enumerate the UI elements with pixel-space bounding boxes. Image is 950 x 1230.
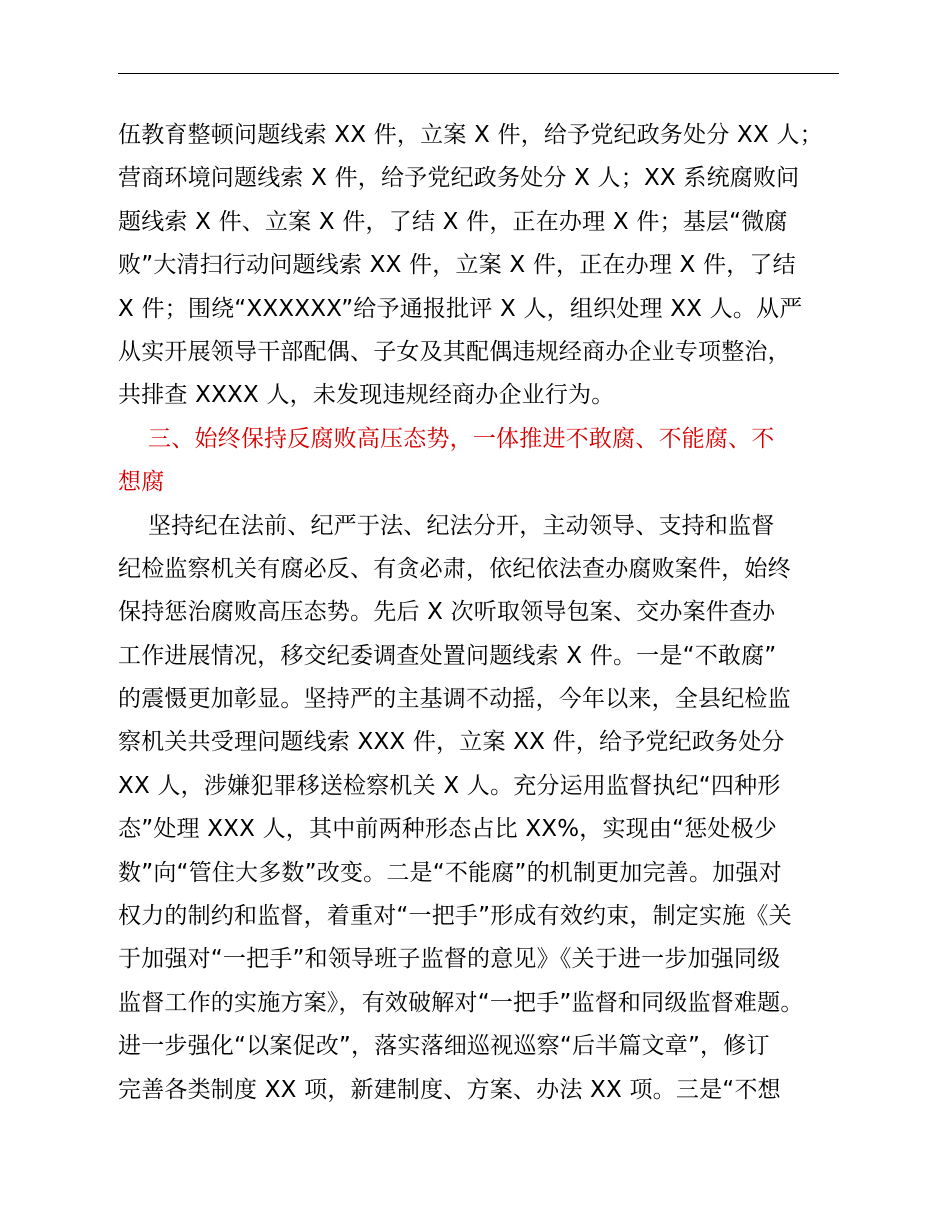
paragraph-line: 完善各类制度 XX 项，新建制度、方案、办法 XX 项。三是“不想 xyxy=(118,1076,781,1103)
paragraph-line: 题线索 X 件、立案 X 件，了结 X 件，正在办理 X 件；基层“微腐 xyxy=(118,208,788,235)
paragraph-line: 坚持纪在法前、纪严于法、纪法分开，主动领导、支持和监督 xyxy=(118,512,775,539)
paragraph-line: 监督工作的实施方案》，有效破解对“一把手”监督和同级监督难题。 xyxy=(118,989,804,1016)
paragraph-line: 营商环境问题线索 X 件，给予党纪政务处分 X 人；XX 系统腐败问 xyxy=(118,165,800,192)
paragraph-line: X 件；围绕“XXXXXX”给予通报批评 X 人，组织处理 XX 人。从严 xyxy=(118,295,803,322)
paragraph-line: 进一步强化“以案促改”，落实落细巡视巡察“后半篇文章”，修订 xyxy=(118,1033,770,1060)
section-heading-line: 三、始终保持反腐败高压态势，一体推进不敢腐、不能腐、不 xyxy=(118,425,775,452)
paragraph-line: 于加强对“一把手”和领导班子监督的意见》《关于进一步加强同级 xyxy=(118,946,781,973)
paragraph-line: 保持惩治腐败高压态势。先后 X 次听取领导包案、交办案件查办 xyxy=(118,599,776,626)
paragraph-line: 从实开展领导干部配偶、子女及其配偶违规经商办企业专项整治， xyxy=(118,338,791,365)
paragraph-line: 态”处理 XXX 人，其中前两种形态占比 XX%，实现由“惩处极少 xyxy=(118,816,778,843)
paragraph-line: 的震慑更加彰显。坚持严的主基调不动摇，今年以来，全县纪检监 xyxy=(118,686,791,713)
paragraph-line: 数”向“管住大多数”改变。二是“不能腐”的机制更加完善。加强对 xyxy=(118,859,782,886)
paragraph-line: 工作进展情况，移交纪委调查处置问题线索 X 件。一是“不敢腐” xyxy=(118,642,777,669)
paragraph-line: 伍教育整顿问题线索 XX 件，立案 X 件，给予党纪政务处分 XX 人； xyxy=(118,122,823,148)
header-rule xyxy=(118,73,839,74)
document-body xyxy=(118,114,858,1112)
paragraph-line: 察机关共受理问题线索 XXX 件，立案 XX 件，给予党纪政务处分 xyxy=(118,729,785,756)
paragraph-line: 共排查 XXXX 人，未发现违规经商办企业行为。 xyxy=(118,382,615,409)
paragraph-line: 权力的制约和监督，着重对“一把手”形成有效约束，制定实施《关 xyxy=(118,903,792,930)
paragraph-line: XX 人，涉嫌犯罪移送检察机关 X 人。充分运用监督执纪“四种形 xyxy=(118,772,781,799)
paragraph-line: 纪检监察机关有腐必反、有贪必肃，依纪依法查办腐败案件，始终 xyxy=(118,555,791,582)
section-heading-line: 想腐 xyxy=(118,469,165,496)
paragraph-line: 败”大清扫行动问题线索 XX 件，立案 X 件，正在办理 X 件，了结 xyxy=(118,252,796,279)
